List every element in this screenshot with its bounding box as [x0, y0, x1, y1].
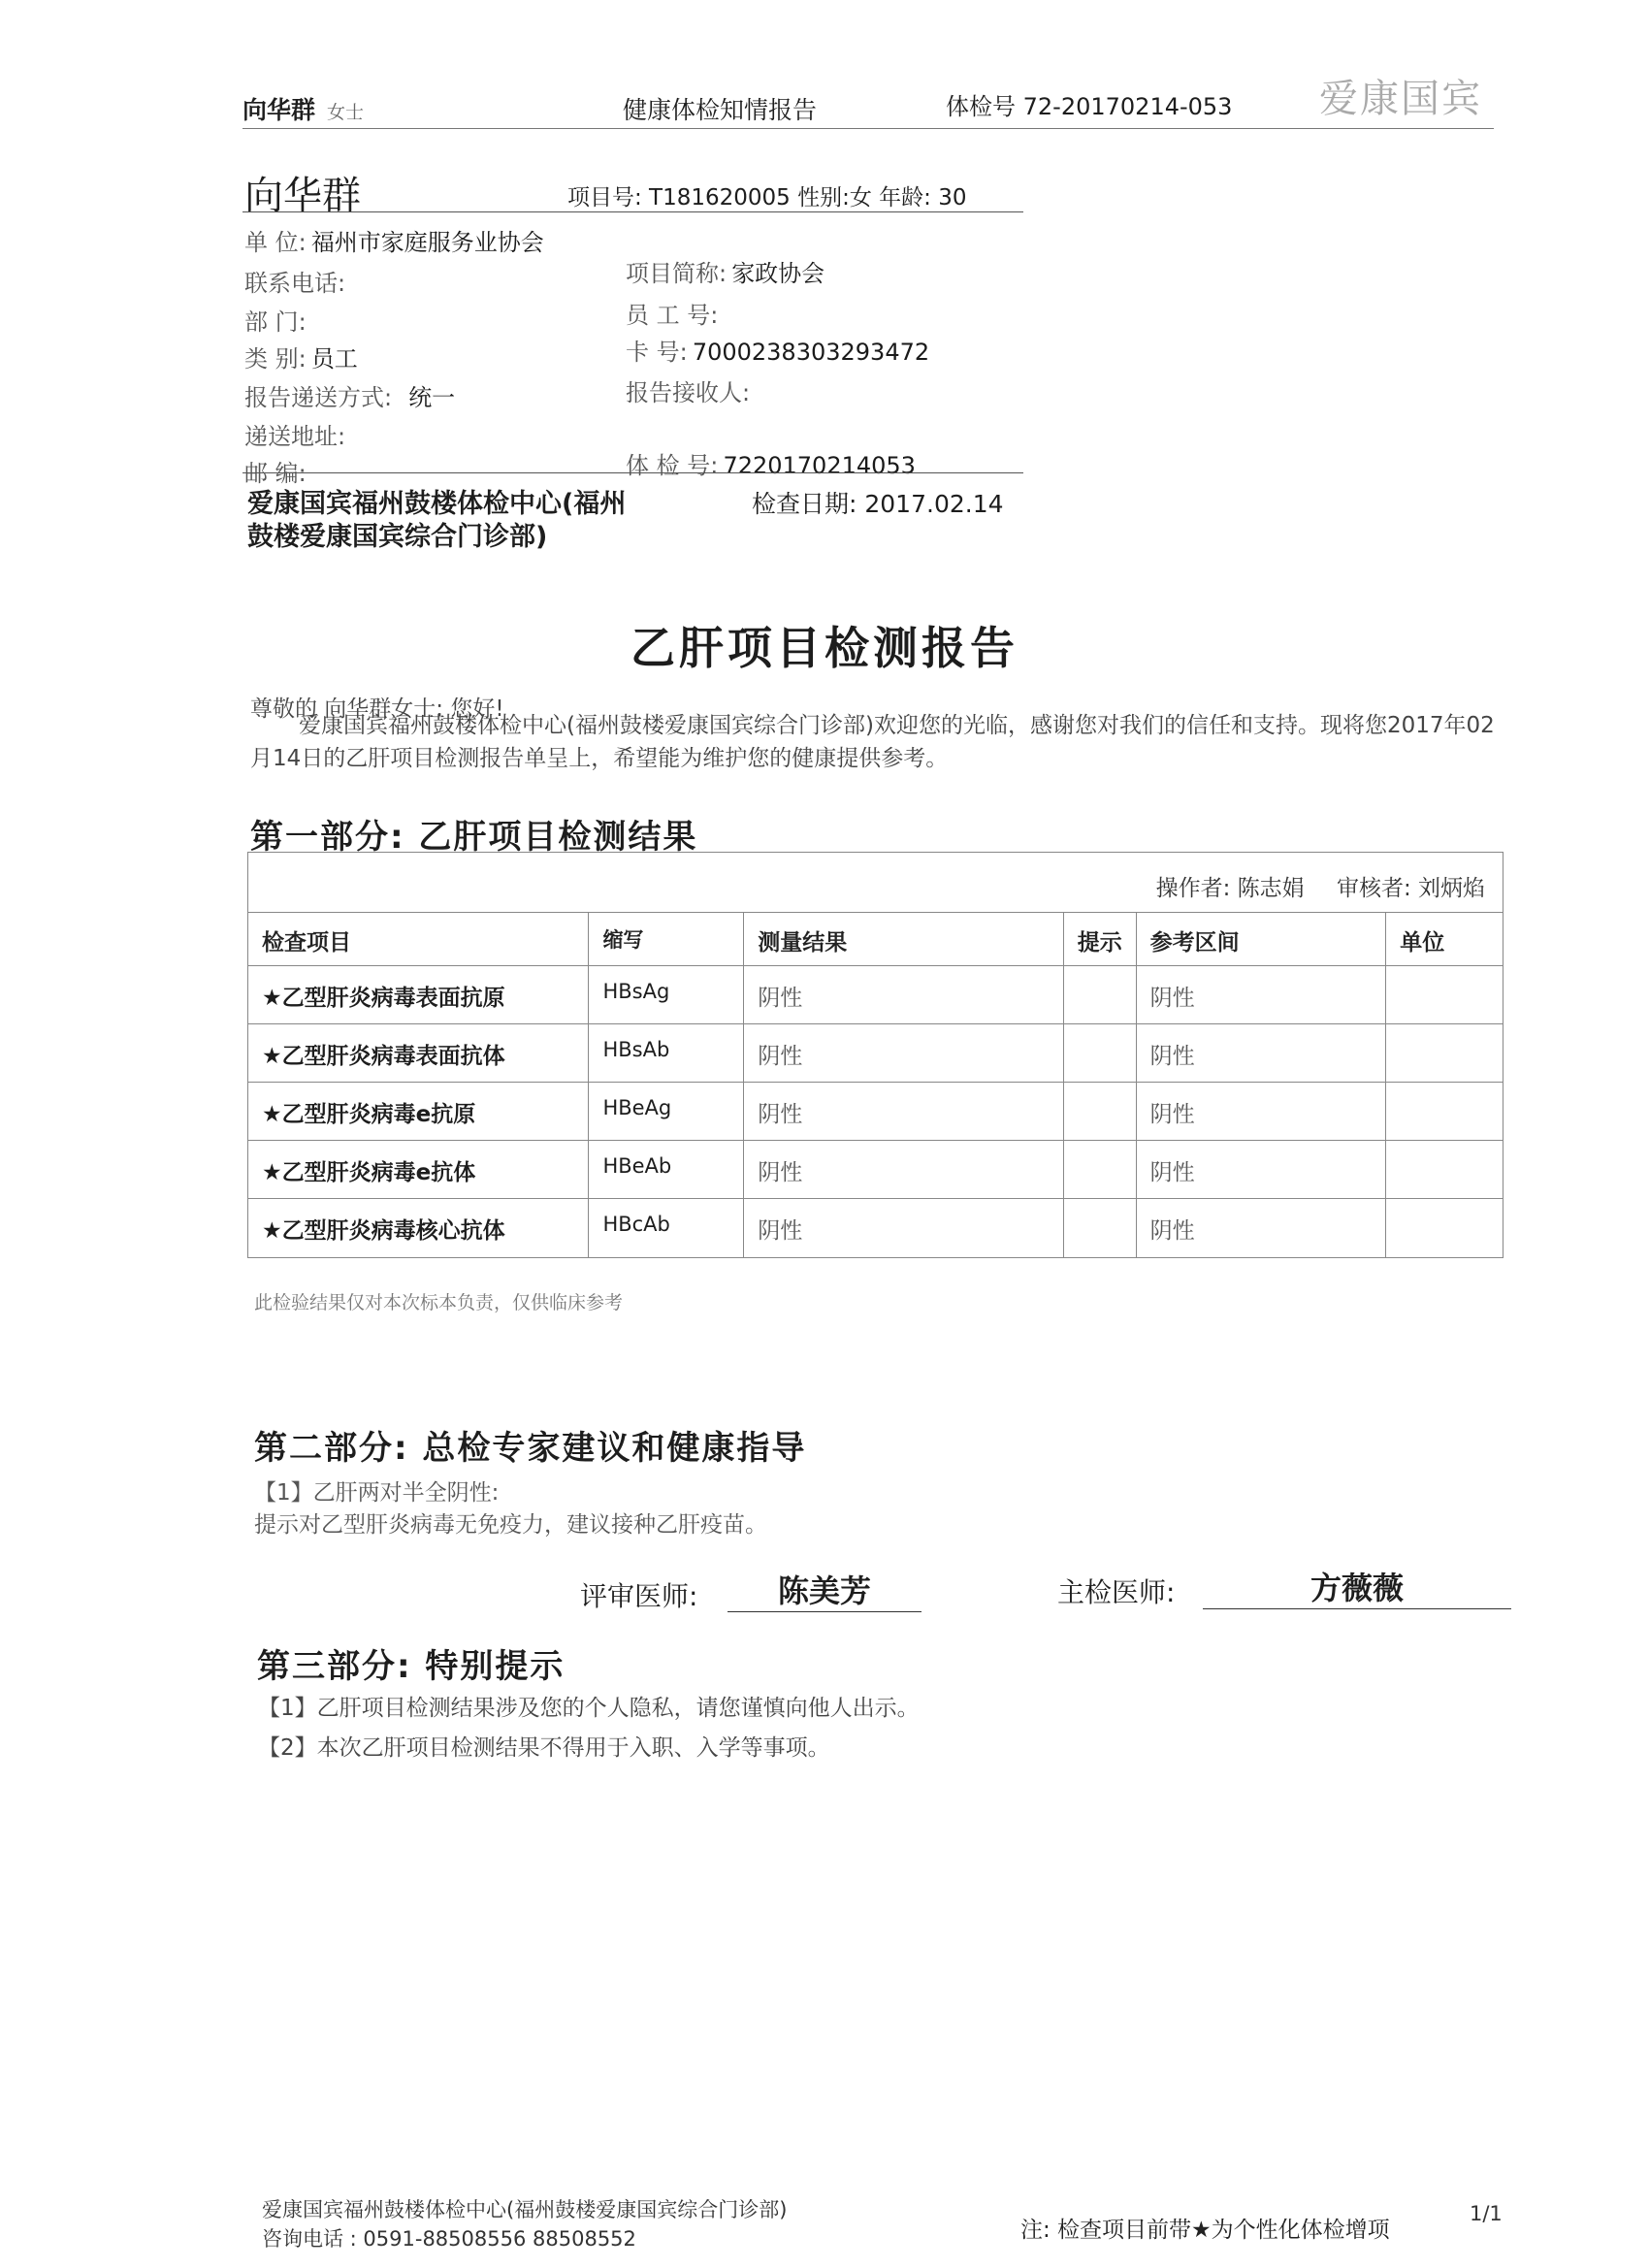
cell-abbr: HBeAb [589, 1141, 744, 1198]
project-abbr-value: 家政协会 [731, 260, 825, 287]
phone-label: 联系电话: [244, 270, 346, 297]
intro-paragraph: 爱康国宾福州鼓楼体检中心(福州鼓楼爱康国宾综合门诊部)欢迎您的光临，感谢您对我们的信任和支持。现将您2017年02月14日的乙肝项目检测报告单呈上，希望能为维护您的健康提供参考。 [250, 713, 1495, 771]
exam-no-value: 7220170214053 [723, 452, 916, 479]
address-label: 递送地址: [244, 423, 346, 450]
header-divider [242, 128, 1494, 129]
special-tip-2: 【2】本次乙肝项目检测结果不得用于入职、入学等事项。 [258, 1735, 830, 1761]
cell-item: ★乙型肝炎病毒e抗原 [248, 1083, 589, 1140]
document-title: 乙肝项目检测报告 [630, 622, 1018, 674]
footer-center: 爱康国宾福州鼓楼体检中心(福州鼓楼爱康国宾综合门诊部) [262, 2198, 788, 2221]
cell-item: ★乙型肝炎病毒表面抗原 [248, 966, 589, 1023]
results-disclaimer: 此检验结果仅对本次标本负责，仅供临床参考 [254, 1292, 624, 1313]
cell-abbr: HBcAb [589, 1199, 744, 1257]
operator-row [248, 853, 1503, 913]
cell-unit [1386, 966, 1503, 1023]
category-row [244, 340, 358, 373]
unit-row [244, 223, 544, 257]
table-header-row [248, 913, 1503, 966]
delivery-row [244, 378, 455, 412]
col-header-abbr: 缩写 [589, 913, 744, 965]
cell-unit [1386, 1141, 1503, 1198]
exam-no-label: 体 检 号: [626, 452, 719, 479]
table-row [248, 966, 1503, 1024]
cell-item: ★乙型肝炎病毒核心抗体 [248, 1199, 589, 1257]
header-name [242, 91, 364, 126]
cell-result: 阴性 [744, 1199, 1063, 1257]
check-date: 检查日期: 2017.02.14 [752, 490, 1004, 518]
operator: 操作者: 陈志娟 [1155, 876, 1305, 901]
exam-center-name: 爱康国宾福州鼓楼体检中心(福州鼓楼爱康国宾综合门诊部) [247, 489, 627, 552]
reviewer: 审核者: 刘炳焰 [1336, 876, 1485, 901]
card-label: 卡 号: [626, 339, 688, 366]
cell-result: 阴性 [744, 1141, 1063, 1198]
cell-item: ★乙型肝炎病毒表面抗体 [248, 1024, 589, 1082]
review-doctor-label: 评审医师: [580, 1580, 698, 1612]
cell-item: ★乙型肝炎病毒e抗体 [248, 1141, 589, 1198]
col-header-ref: 参考区间 [1137, 913, 1387, 965]
cell-ref: 阴性 [1137, 1083, 1387, 1140]
delivery-label: 报告递送方式: [244, 384, 393, 411]
part3-title: 第三部分: 特别提示 [257, 1647, 566, 1686]
cell-ref: 阴性 [1137, 966, 1387, 1023]
cell-unit [1386, 1024, 1503, 1082]
cell-result: 阴性 [744, 1024, 1063, 1082]
cell-abbr: HBsAg [589, 966, 744, 1023]
cell-abbr: HBsAb [589, 1024, 744, 1082]
cell-ref: 阴性 [1137, 1024, 1387, 1082]
category-value: 员工 [310, 345, 358, 373]
cell-hint [1064, 1199, 1137, 1257]
col-header-unit: 单位 [1400, 930, 1445, 956]
cell-result: 阴性 [744, 966, 1063, 1023]
receiver-label: 报告接收人: [626, 379, 751, 406]
header-name-text: 向华群 [242, 96, 316, 124]
project-abbr-row [626, 254, 824, 288]
chief-doctor-label: 主检医师: [1057, 1576, 1176, 1608]
brand-logo: 爱康国宾 [1319, 77, 1482, 121]
patient-name: 向华群 [244, 174, 361, 218]
info-divider-top [242, 211, 1023, 212]
footer-note: 注: 检查项目前带★为个性化体检增项 [1020, 2218, 1390, 2243]
table-row [248, 1024, 1503, 1083]
postcode-label: 邮 编: [244, 460, 307, 487]
table-row [248, 1199, 1503, 1257]
col-header-result: 测量结果 [744, 913, 1063, 965]
info-divider-bottom [242, 472, 1023, 473]
col-header-item: 检查项目 [248, 913, 589, 965]
review-doctor-signature: 陈美芳 [728, 1567, 922, 1612]
advice-line-2: 提示对乙型肝炎病毒无免疫力，建议接种乙肝疫苗。 [254, 1512, 767, 1538]
advice-line-1: 【1】乙肝两对半全阴性: [254, 1480, 500, 1506]
unit-value: 福州市家庭服务业协会 [310, 229, 544, 256]
chief-doctor-signature: 方薇薇 [1203, 1564, 1511, 1609]
cell-unit [1386, 1083, 1503, 1140]
cell-unit [1386, 1199, 1503, 1257]
category-label: 类 别: [244, 345, 307, 373]
cell-ref: 阴性 [1137, 1141, 1387, 1198]
delivery-value: 统一 [408, 384, 456, 411]
cell-ref: 阴性 [1137, 1199, 1387, 1257]
page-number: 1/1 [1470, 2202, 1503, 2225]
footer-phone: 咨询电话 : 0591-88508556 88508552 [262, 2227, 636, 2251]
part1-title: 第一部分: 乙肝项目检测结果 [250, 818, 698, 857]
dept-label: 部 门: [244, 308, 307, 336]
special-tip-1: 【1】乙肝项目检测结果涉及您的个人隐私，请您谨慎向他人出示。 [258, 1696, 920, 1721]
employee-no-label: 员 工 号: [626, 302, 719, 329]
card-row [626, 333, 929, 367]
part2-title: 第二部分: 总检专家建议和健康指导 [254, 1429, 807, 1468]
project-abbr-label: 项目简称: [626, 260, 728, 287]
unit-label: 单 位: [244, 229, 307, 256]
header-exam-no: 体检号 72-20170214-053 [946, 93, 1233, 120]
card-value: 7000238303293472 [692, 339, 930, 366]
col-header-hint: 提示 [1064, 913, 1137, 965]
cell-abbr: HBeAg [589, 1083, 744, 1140]
greeting: 尊敬的 向华群女士: 您好! [250, 697, 504, 722]
project-line: 项目号: T181620005 性别:女 年龄: 30 [567, 185, 967, 211]
header-salutation: 女士 [327, 102, 365, 123]
cell-hint [1064, 1141, 1137, 1198]
table-row [248, 1083, 1503, 1141]
cell-hint [1064, 1024, 1137, 1082]
header-report-title: 健康体检知情报告 [623, 96, 818, 124]
exam-no-row [626, 446, 916, 480]
cell-hint [1064, 1083, 1137, 1140]
results-table [247, 852, 1504, 1258]
table-row [248, 1141, 1503, 1199]
cell-result: 阴性 [744, 1083, 1063, 1140]
cell-hint [1064, 966, 1137, 1023]
